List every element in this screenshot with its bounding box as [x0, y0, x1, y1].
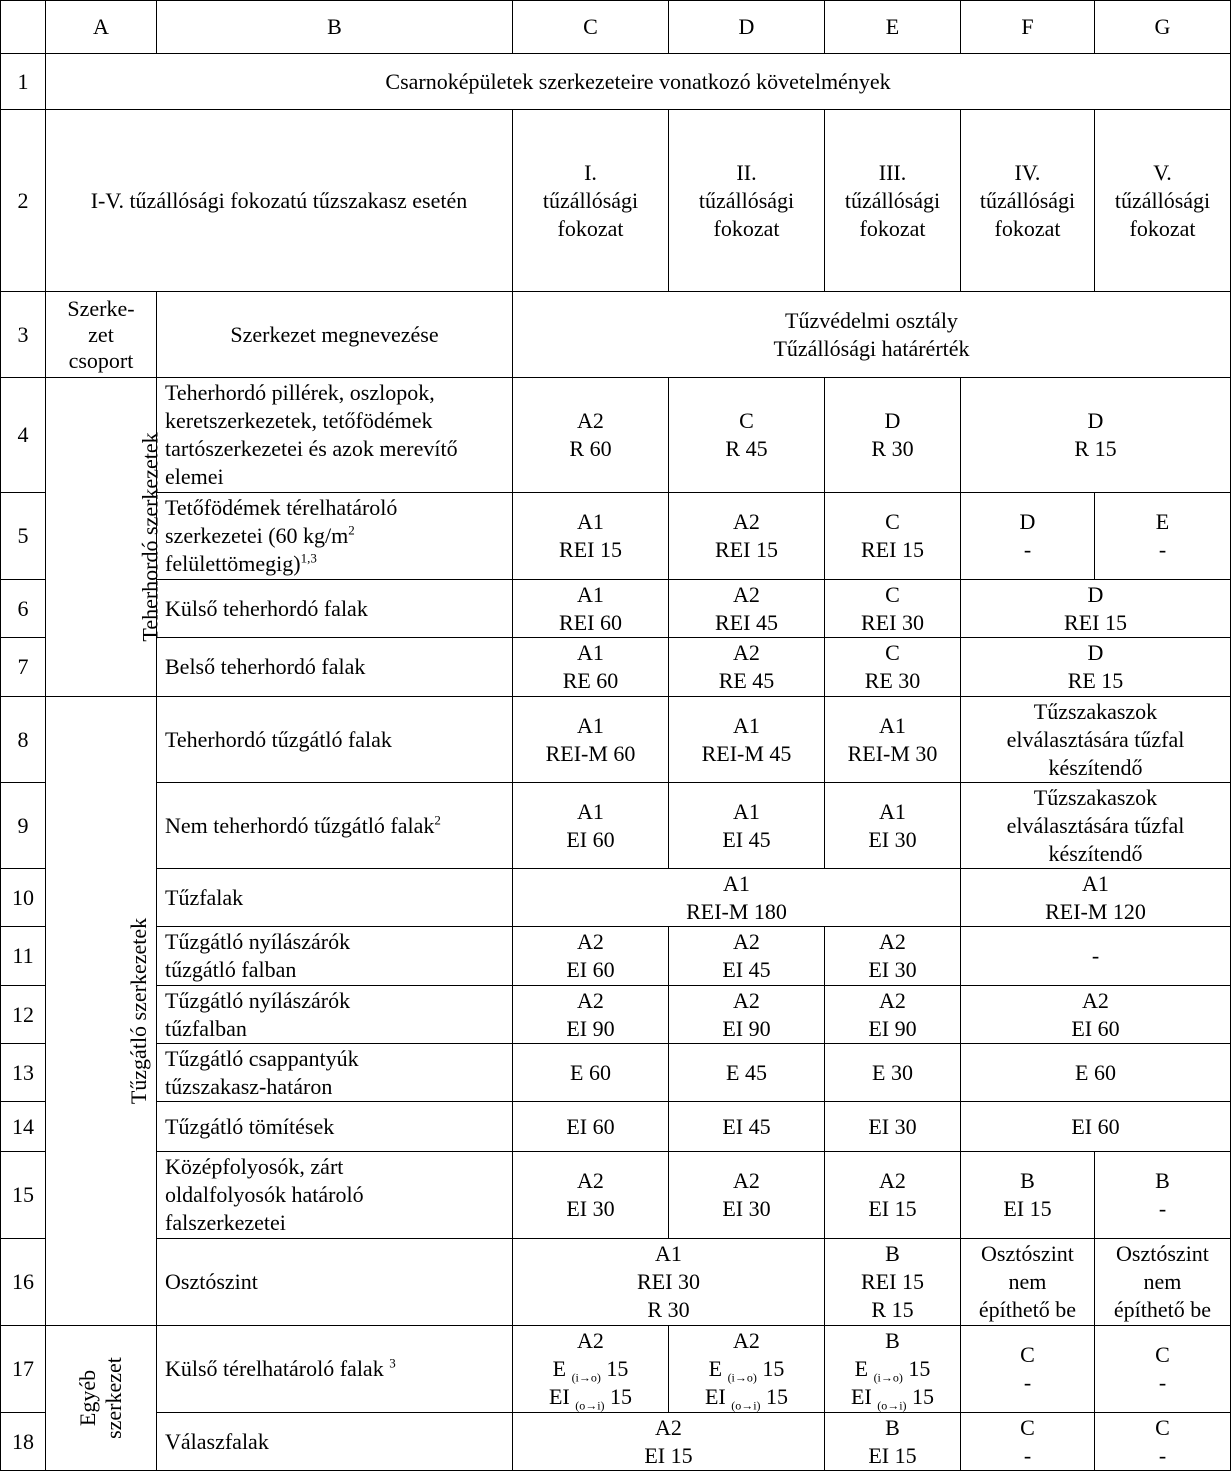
column-header-row [1, 1, 1231, 54]
cell-c: A2 EI 90 [513, 986, 669, 1044]
cell-fg: EI 60 [961, 1102, 1231, 1152]
cell-c: A2 R 60 [513, 378, 669, 493]
structure-name-header: Szerkezet megnevezése [157, 292, 513, 378]
cell-g: Osztószint nem építhető be [1095, 1239, 1231, 1326]
row-number: 8 [1, 697, 46, 783]
cell-c: A2 EI 60 [513, 927, 669, 986]
structure-name: Külső térelhatároló falak $^3$ [157, 1326, 513, 1413]
cell-e: A1 REI-M 30 [825, 697, 961, 783]
cell-e: B E $_{(i\to o)}$ 15 EI $_{(o\to i)}$ 15 [825, 1326, 961, 1413]
cell-c: A1 REI-M 60 [513, 697, 669, 783]
table-row [1, 493, 1231, 580]
grade-i-header: I. tűzállósági fokozat [513, 110, 669, 292]
cell-g: B - [1095, 1152, 1231, 1239]
cell-e: A2 EI 15 [825, 1152, 961, 1239]
col-header-d: D [669, 1, 825, 54]
cell-g: C - [1095, 1326, 1231, 1413]
structure-name: Válaszfalak [157, 1413, 513, 1471]
cell-d: A2 EI 90 [669, 986, 825, 1044]
cell-c: A1 REI 60 [513, 580, 669, 638]
cell-d: A2 E $_{(i\to o)}$ 15 EI $_{(o\to i)}$ 15 [669, 1326, 825, 1413]
cell-g: E - [1095, 493, 1231, 580]
row-number: 12 [1, 986, 46, 1044]
table-row [1, 1413, 1231, 1471]
structure-name: Tűzgátló nyílászárók tűzgátló falban [157, 927, 513, 986]
structure-name: Tűzfalak [157, 869, 513, 927]
cell-f: B EI 15 [961, 1152, 1095, 1239]
cell-c: A2 EI 30 [513, 1152, 669, 1239]
cell-e: B REI 15 R 15 [825, 1239, 961, 1326]
row-number: 17 [1, 1326, 46, 1413]
cell-fg: D R 15 [961, 378, 1231, 493]
row-number: 11 [1, 927, 46, 986]
table-row [1, 1152, 1231, 1239]
grade-ii-header: II. tűzállósági fokozat [669, 110, 825, 292]
cell-c: E 60 [513, 1044, 669, 1102]
table-row [1, 292, 1231, 378]
row-number: 9 [1, 783, 46, 869]
cell-d: E 45 [669, 1044, 825, 1102]
structure-name: Osztószint [157, 1239, 513, 1326]
cell-fg: - [961, 927, 1231, 986]
group-egyeb: Egyéb szerkezet [46, 1326, 157, 1471]
cell-fg: Tűzszakaszok elválasztására tűzfal készítendő [961, 697, 1231, 783]
col-header-f: F [961, 1, 1095, 54]
grade-iii-header: III. tűzállósági fokozat [825, 110, 961, 292]
col-header-e: E [825, 1, 961, 54]
table-title: Csarnoképületek szerkezeteire vonatkozó követelmények [46, 54, 1231, 110]
cell-fg: D REI 15 [961, 580, 1231, 638]
cell-fg: E 60 [961, 1044, 1231, 1102]
table-row [1, 1044, 1231, 1102]
table-row [1, 927, 1231, 986]
table-row [1, 378, 1231, 493]
cell-e: EI 30 [825, 1102, 961, 1152]
cell-fg: D RE 15 [961, 638, 1231, 697]
cell-e: A2 EI 30 [825, 927, 961, 986]
table-row [1, 1102, 1231, 1152]
col-header-c: C [513, 1, 669, 54]
structure-name: Belső teherhordó falak [157, 638, 513, 697]
col-header-a: A [46, 1, 157, 54]
row-number: 14 [1, 1102, 46, 1152]
cell-e: A2 EI 90 [825, 986, 961, 1044]
row-number: 3 [1, 292, 46, 378]
cell-d: A1 EI 45 [669, 783, 825, 869]
structure-name: Középfolyosók, zárt oldalfolyosók határoló falszerkezetei [157, 1152, 513, 1239]
row-number: 16 [1, 1239, 46, 1326]
fire-section-label: I-V. tűzállósági fokozatú tűzszakasz esetén [46, 110, 513, 292]
cell-c: A2 E $_{(i\to o)}$ 15 EI $_{(o\to i)}$ 15 [513, 1326, 669, 1413]
cell-f: C - [961, 1326, 1095, 1413]
cell-e: C RE 30 [825, 638, 961, 697]
table-row [1, 54, 1231, 110]
row-number: 1 [1, 54, 46, 110]
table-row [1, 869, 1231, 927]
structure-name: Külső teherhordó falak [157, 580, 513, 638]
cell-c: A1 EI 60 [513, 783, 669, 869]
row-number: 6 [1, 580, 46, 638]
cell-f: D - [961, 493, 1095, 580]
row-number: 10 [1, 869, 46, 927]
row-number: 15 [1, 1152, 46, 1239]
cell-cde: A1 REI-M 180 [513, 869, 961, 927]
cell-c: A1 RE 60 [513, 638, 669, 697]
table-row [1, 783, 1231, 869]
structure-name: Teherhordó pillérek, oszlopok, keretszerkezetek, tetőfödémek tartószerkezetei és azok merevítő elemei [157, 378, 513, 493]
grade-iv-header: IV. tűzállósági fokozat [961, 110, 1095, 292]
row-number: 13 [1, 1044, 46, 1102]
structure-name: Tűzgátló tömítések [157, 1102, 513, 1152]
row-number: 2 [1, 110, 46, 292]
cell-fg: A2 EI 60 [961, 986, 1231, 1044]
cell-d: A2 REI 45 [669, 580, 825, 638]
table-row [1, 580, 1231, 638]
table-row [1, 110, 1231, 292]
group-tuzgatlo: Tűzgátló szerkezetek [46, 697, 157, 1326]
cell-f: Osztószint nem építhető be [961, 1239, 1095, 1326]
cell-fg: Tűzszakaszok elválasztására tűzfal készítendő [961, 783, 1231, 869]
cell-c: A1 REI 15 [513, 493, 669, 580]
cell-c: EI 60 [513, 1102, 669, 1152]
cell-e: C REI 30 [825, 580, 961, 638]
cell-e: C REI 15 [825, 493, 961, 580]
table-row [1, 1239, 1231, 1326]
cell-d: C R 45 [669, 378, 825, 493]
cell-d: A1 REI-M 45 [669, 697, 825, 783]
cell-d: A2 RE 45 [669, 638, 825, 697]
table-row [1, 986, 1231, 1044]
table-row [1, 638, 1231, 697]
cell-e: E 30 [825, 1044, 961, 1102]
structure-group-header: Szerke- zet csoport [46, 292, 157, 378]
table-row [1, 697, 1231, 783]
cell-d: A2 EI 45 [669, 927, 825, 986]
cell-e: A1 EI 30 [825, 783, 961, 869]
table-row [1, 1326, 1231, 1413]
col-header-g: G [1095, 1, 1231, 54]
structure-name: Tetőfödémek térelhatároló szerkezetei (60 $kg/m^2$ felülettömegig)$^{1,3}$ [157, 493, 513, 580]
corner-cell [1, 1, 46, 54]
row-number: 18 [1, 1413, 46, 1471]
cell-fg: A1 REI-M 120 [961, 869, 1231, 927]
structure-name: Nem teherhordó tűzgátló falak$^2$ [157, 783, 513, 869]
row-number: 5 [1, 493, 46, 580]
cell-cd: A2 EI 15 [513, 1413, 825, 1471]
cell-d: EI 45 [669, 1102, 825, 1152]
cell-e: D R 30 [825, 378, 961, 493]
cell-d: A2 EI 30 [669, 1152, 825, 1239]
structure-name: Tűzgátló nyílászárók tűzfalban [157, 986, 513, 1044]
grade-v-header: V. tűzállósági fokozat [1095, 110, 1231, 292]
cell-g: C - [1095, 1413, 1231, 1471]
row-number: 4 [1, 378, 46, 493]
row-number: 7 [1, 638, 46, 697]
fire-class-header: Tűzvédelmi osztály Tűzállósági határérték [513, 292, 1231, 378]
structure-name: Teherhordó tűzgátló falak [157, 697, 513, 783]
cell-f: C - [961, 1413, 1095, 1471]
structure-name: Tűzgátló csappantyúk tűzszakasz-határon [157, 1044, 513, 1102]
cell-cd: A1 REI 30 R 30 [513, 1239, 825, 1326]
group-teherhordo: Teherhordó szerkezetek [46, 378, 157, 697]
cell-d: A2 REI 15 [669, 493, 825, 580]
cell-e: B EI 15 [825, 1413, 961, 1471]
col-header-b: B [157, 1, 513, 54]
